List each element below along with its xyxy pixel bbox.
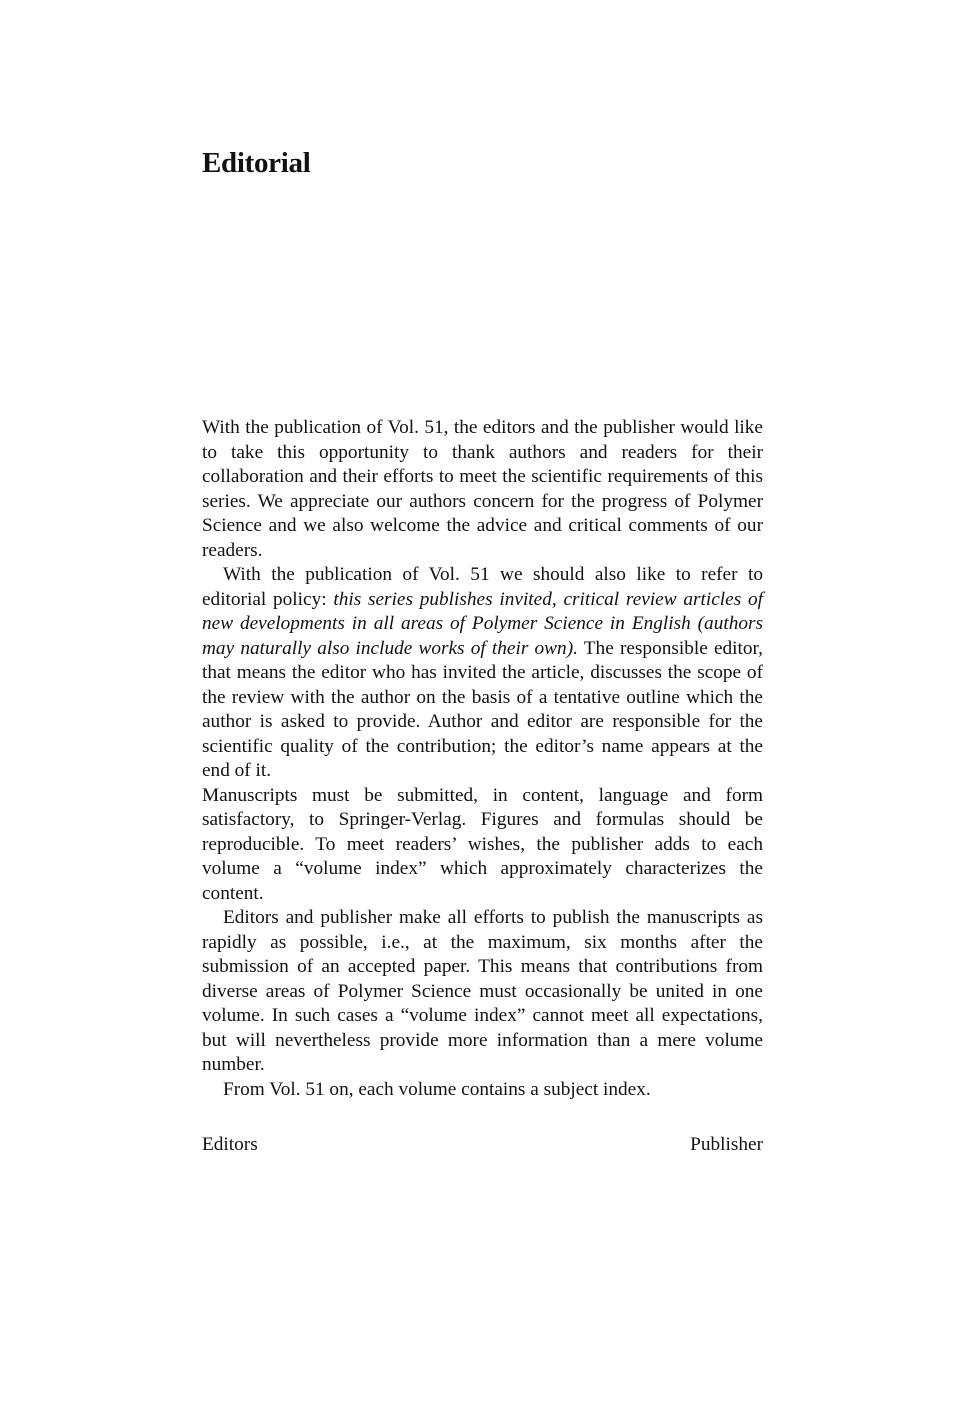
signature-editors: Editors (202, 1134, 258, 1155)
page-title: Editorial (202, 147, 311, 179)
policy-rest-text: The responsible editor, that means the editor who has invited the article, discusses the scope of the review with the author on the basis of a tentative outline which the author is asked to provide. Author and editor are responsible for the scientific quality of the contribution; the editor’s name appears at the end of it. (202, 637, 763, 781)
policy-lead-text: With the publication of Vol. 51 we should also like to refer to editorial policy: (202, 564, 763, 610)
editorial-body (202, 416, 763, 1102)
paragraph-editorial-policy (202, 563, 763, 784)
signature-line (202, 1133, 763, 1157)
policy-statement-italic: this series publishes invited, critical review articles of new developments in all areas of Polymer Science in English (authors may naturally also include works of their own). (202, 588, 763, 659)
signature-publisher: Publisher (690, 1134, 763, 1155)
paragraph-thanks: With the publication of Vol. 51, the editors and the publisher would like to take this opportunity to thank authors and readers for their collaboration and their efforts to meet the scientific requirements of this series. We appreciate our authors concern for the progress of Polymer Science and we also welcome the advice and critical comments of our readers. (202, 417, 763, 561)
paragraph-subject-index: From Vol. 51 on, each volume contains a subject index. (223, 1078, 651, 1100)
paragraph-publication-speed: Editors and publisher make all efforts to publish the manuscripts as rapidly as possible, i.e., at the maximum, six months after the submission of an accepted paper. This means that contributions from diverse areas of Polymer Science must occasionally be united in one volume. In such cases a “volume index” cannot meet all expectations, but will nevertheless provide more information than a mere volume number. (202, 907, 763, 1075)
paragraph-manuscripts: Manuscripts must be submitted, in content, language and form satisfactory, to Springer-Verlag. Figures and formulas should be reproducible. To meet readers’ wishes, the publisher adds to each volume a “volume index” which approximately characterizes the content. (202, 784, 763, 904)
